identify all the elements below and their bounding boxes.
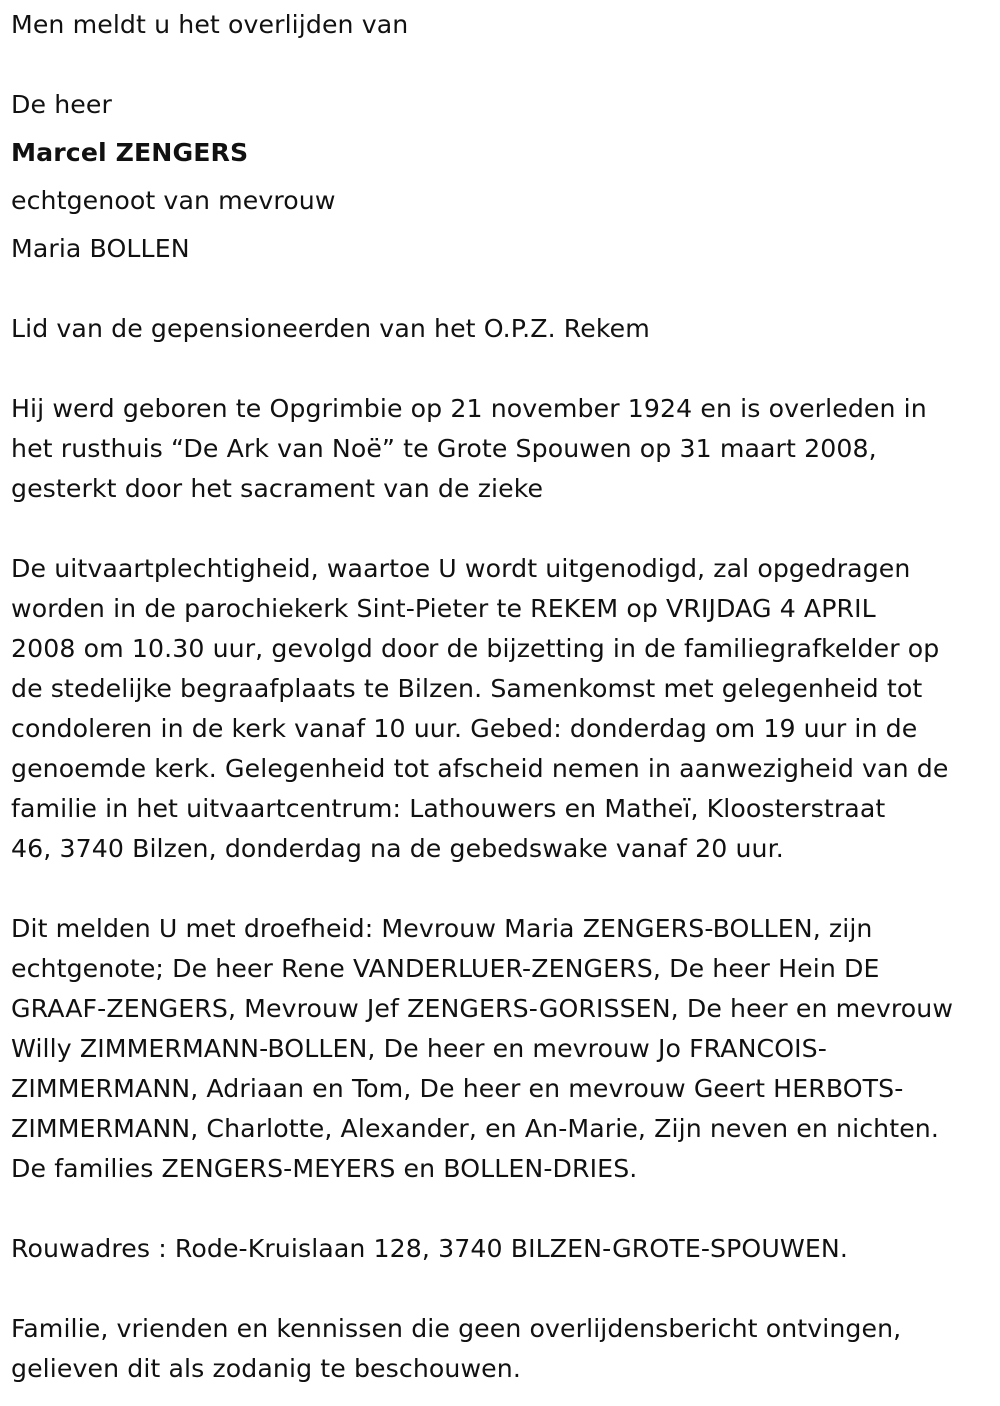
announcers-line: GRAAF-ZENGERS, Mevrouw Jef ZENGERS-GORISSEN, De heer en mevrouw xyxy=(11,994,954,1023)
birth-death-line: gesterkt door het sacrament van de zieke xyxy=(11,474,544,503)
announcers-line: ZIMMERMANN, Adriaan en Tom, De heer en mevrouw Geert HERBOTS- xyxy=(11,1074,904,1103)
ceremony-line: 2008 om 10.30 uur, gevolgd door de bijzetting in de familiegrafkelder op xyxy=(11,634,940,663)
announcers-line: De families ZENGERS-MEYERS en BOLLEN-DRIES. xyxy=(11,1154,638,1183)
announcers-line: Willy ZIMMERMANN-BOLLEN, De heer en mevrouw Jo FRANCOIS- xyxy=(11,1034,827,1063)
intro-text: Men meldt u het overlijden van xyxy=(11,10,409,39)
membership-text: Lid van de gepensioneerden van het O.P.Z. Rekem xyxy=(11,314,650,343)
spouse-label: echtgenoot van mevrouw xyxy=(11,186,336,215)
birth-death-line: Hij werd geboren te Opgrimbie op 21 november 1924 en is overleden in xyxy=(11,394,927,423)
ceremony-line: 46, 3740 Bilzen, donderdag na de gebedswake vanaf 20 uur. xyxy=(11,834,784,863)
closing-line: Familie, vrienden en kennissen die geen overlijdensbericht ontvingen, xyxy=(11,1314,902,1343)
deceased-name: Marcel ZENGERS xyxy=(11,138,249,167)
ceremony-line: familie in het uitvaartcentrum: Lathouwers en Matheï, Kloosterstraat xyxy=(11,794,886,823)
mourning-address: Rouwadres : Rode-Kruislaan 128, 3740 BILZEN-GROTE-SPOUWEN. xyxy=(11,1234,848,1263)
ceremony-line: worden in de parochiekerk Sint-Pieter te REKEM op VRIJDAG 4 APRIL xyxy=(11,594,876,623)
announcers-line: Dit melden U met droefheid: Mevrouw Maria ZENGERS-BOLLEN, zijn xyxy=(11,914,873,943)
ceremony-line: condoleren in de kerk vanaf 10 uur. Gebed: donderdag om 19 uur in de xyxy=(11,714,918,743)
ceremony-line: De uitvaartplechtigheid, waartoe U wordt uitgenodigd, zal opgedragen xyxy=(11,554,911,583)
ceremony-line: de stedelijke begraafplaats te Bilzen. Samenkomst met gelegenheid tot xyxy=(11,674,923,703)
announcers-line: echtgenote; De heer Rene VANDERLUER-ZENGERS, De heer Hein DE xyxy=(11,954,880,983)
birth-death-line: het rusthuis “De Ark van Noë” te Grote Spouwen op 31 maart 2008, xyxy=(11,434,877,463)
spouse-name: Maria BOLLEN xyxy=(11,234,190,263)
salutation: De heer xyxy=(11,90,112,119)
closing-line: gelieven dit als zodanig te beschouwen. xyxy=(11,1354,521,1383)
announcers-line: ZIMMERMANN, Charlotte, Alexander, en An-Marie, Zijn neven en nichten. xyxy=(11,1114,939,1143)
ceremony-line: genoemde kerk. Gelegenheid tot afscheid nemen in aanwezigheid van de xyxy=(11,754,949,783)
